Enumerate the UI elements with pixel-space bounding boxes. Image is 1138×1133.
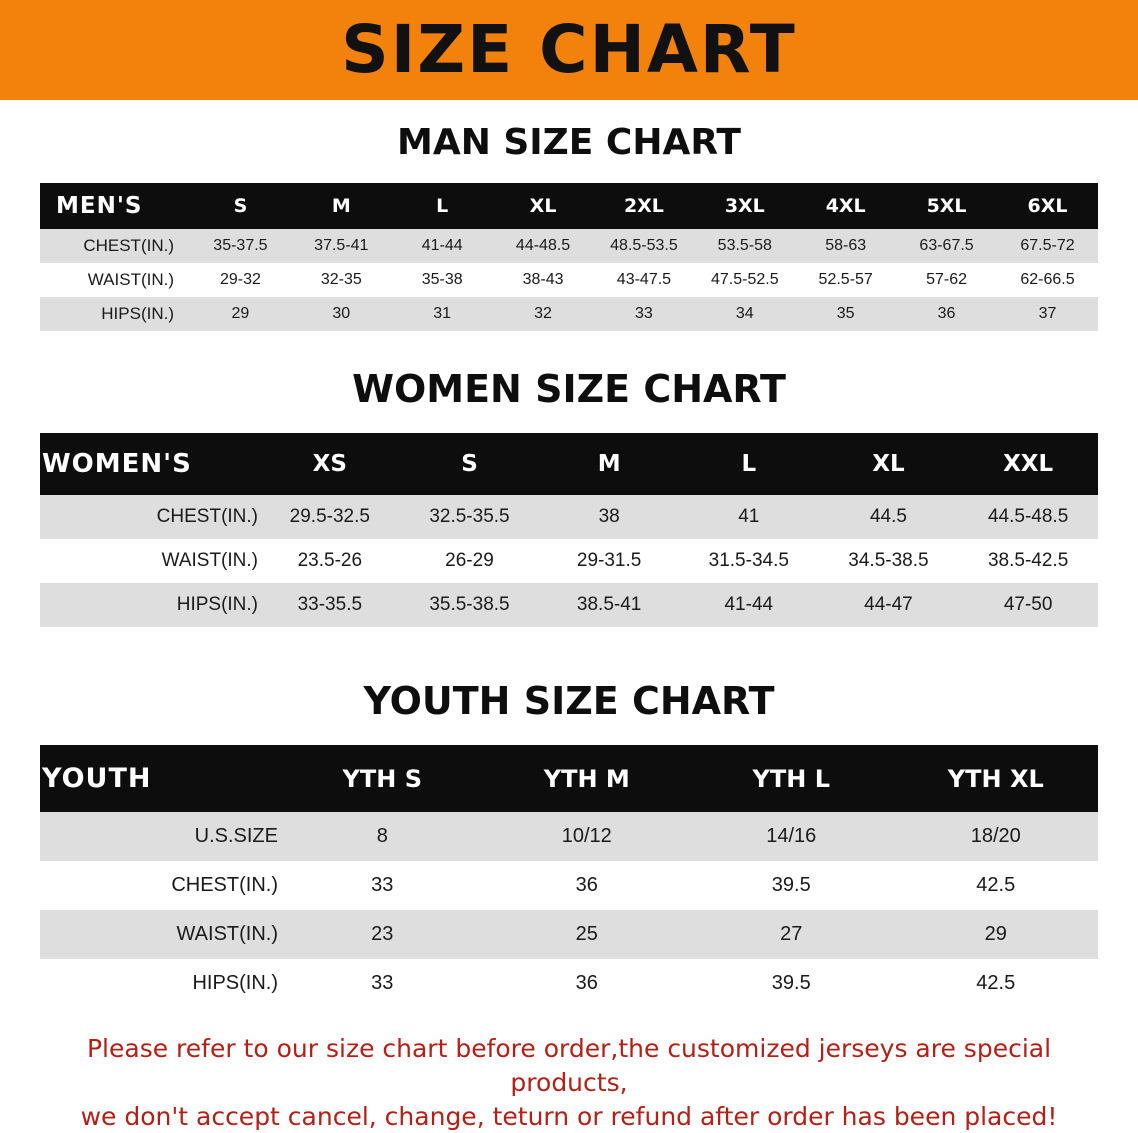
row-label: WAIST(IN.) xyxy=(40,263,190,297)
table-cell: 18/20 xyxy=(894,812,1099,861)
column-header: XS xyxy=(260,433,400,495)
table-cell: 32-35 xyxy=(291,263,392,297)
table-cell: 23 xyxy=(280,910,485,959)
table-cell: 29.5-32.5 xyxy=(260,495,400,539)
table-cell: 29-32 xyxy=(190,263,291,297)
column-header: XL xyxy=(819,433,959,495)
table-cell: 42.5 xyxy=(894,861,1099,910)
table-cell: 33 xyxy=(280,861,485,910)
note-line-2: we don't accept cancel, change, teturn or refund after order has been placed! xyxy=(38,1100,1100,1133)
table-cell: 27 xyxy=(689,910,894,959)
youth-section-heading: YOUTH SIZE CHART xyxy=(0,679,1138,723)
table-header-row xyxy=(40,433,1098,495)
man-section-heading: MAN SIZE CHART xyxy=(0,122,1138,163)
table-cell: 23.5-26 xyxy=(260,539,400,583)
column-header: XXL xyxy=(958,433,1098,495)
column-header: XL xyxy=(493,183,594,229)
table-cell: 31.5-34.5 xyxy=(679,539,819,583)
row-label: HIPS(IN.) xyxy=(40,959,280,1008)
table-row xyxy=(40,297,1098,331)
table-cell: 34.5-38.5 xyxy=(819,539,959,583)
table-row xyxy=(40,812,1098,861)
column-header: YOUTH xyxy=(40,745,280,812)
column-header: 4XL xyxy=(795,183,896,229)
women-section-heading: WOMEN SIZE CHART xyxy=(0,367,1138,411)
table-cell: 35-37.5 xyxy=(190,229,291,263)
table-cell: 37.5-41 xyxy=(291,229,392,263)
table-cell: 38-43 xyxy=(493,263,594,297)
table-row xyxy=(40,861,1098,910)
column-header: MEN'S xyxy=(40,183,190,229)
table-cell: 33 xyxy=(280,959,485,1008)
row-label: HIPS(IN.) xyxy=(40,583,260,627)
order-policy-note xyxy=(38,1032,1100,1133)
column-header: L xyxy=(392,183,493,229)
table-cell: 36 xyxy=(896,297,997,331)
table-cell: 36 xyxy=(485,959,690,1008)
table-cell: 42.5 xyxy=(894,959,1099,1008)
column-header: S xyxy=(400,433,540,495)
table-cell: 38 xyxy=(539,495,679,539)
table-cell: 39.5 xyxy=(689,959,894,1008)
table-cell: 8 xyxy=(280,812,485,861)
table-row xyxy=(40,959,1098,1008)
size-chart-banner xyxy=(0,0,1138,100)
table-cell: 47-50 xyxy=(958,583,1098,627)
table-row xyxy=(40,539,1098,583)
row-label: U.S.SIZE xyxy=(40,812,280,861)
column-header: WOMEN'S xyxy=(40,433,260,495)
column-header: S xyxy=(190,183,291,229)
row-label: CHEST(IN.) xyxy=(40,861,280,910)
man-table-wrapper xyxy=(40,183,1098,331)
youth-size-table xyxy=(40,745,1098,1008)
column-header: 3XL xyxy=(694,183,795,229)
table-cell: 25 xyxy=(485,910,690,959)
column-header: L xyxy=(679,433,819,495)
column-header: 5XL xyxy=(896,183,997,229)
table-cell: 41 xyxy=(679,495,819,539)
column-header: YTH M xyxy=(485,745,690,812)
table-cell: 31 xyxy=(392,297,493,331)
youth-table-wrapper xyxy=(40,745,1098,1008)
table-cell: 29 xyxy=(190,297,291,331)
table-cell: 33-35.5 xyxy=(260,583,400,627)
table-cell: 44-47 xyxy=(819,583,959,627)
note-line-1: Please refer to our size chart before order,the customized jerseys are special products, xyxy=(38,1032,1100,1100)
table-cell: 29 xyxy=(894,910,1099,959)
column-header: M xyxy=(291,183,392,229)
table-cell: 38.5-42.5 xyxy=(958,539,1098,583)
table-cell: 35 xyxy=(795,297,896,331)
column-header: YTH XL xyxy=(894,745,1099,812)
table-cell: 29-31.5 xyxy=(539,539,679,583)
table-cell: 33 xyxy=(594,297,695,331)
table-cell: 35-38 xyxy=(392,263,493,297)
table-cell: 47.5-52.5 xyxy=(694,263,795,297)
table-header-row xyxy=(40,745,1098,812)
column-header: YTH S xyxy=(280,745,485,812)
table-cell: 57-62 xyxy=(896,263,997,297)
table-cell: 48.5-53.5 xyxy=(594,229,695,263)
table-cell: 44-48.5 xyxy=(493,229,594,263)
column-header: YTH L xyxy=(689,745,894,812)
table-cell: 53.5-58 xyxy=(694,229,795,263)
table-header-row xyxy=(40,183,1098,229)
table-row xyxy=(40,910,1098,959)
table-cell: 52.5-57 xyxy=(795,263,896,297)
table-row xyxy=(40,263,1098,297)
table-cell: 14/16 xyxy=(689,812,894,861)
table-cell: 37 xyxy=(997,297,1098,331)
table-cell: 26-29 xyxy=(400,539,540,583)
table-cell: 41-44 xyxy=(679,583,819,627)
table-cell: 30 xyxy=(291,297,392,331)
table-cell: 58-63 xyxy=(795,229,896,263)
women-size-table xyxy=(40,433,1098,627)
man-size-table xyxy=(40,183,1098,331)
table-row xyxy=(40,229,1098,263)
table-cell: 62-66.5 xyxy=(997,263,1098,297)
table-cell: 43-47.5 xyxy=(594,263,695,297)
row-label: CHEST(IN.) xyxy=(40,229,190,263)
table-cell: 35.5-38.5 xyxy=(400,583,540,627)
column-header: 2XL xyxy=(594,183,695,229)
table-row xyxy=(40,583,1098,627)
table-cell: 36 xyxy=(485,861,690,910)
table-row xyxy=(40,495,1098,539)
page-title: SIZE CHART xyxy=(341,17,797,83)
table-cell: 39.5 xyxy=(689,861,894,910)
table-cell: 41-44 xyxy=(392,229,493,263)
table-cell: 63-67.5 xyxy=(896,229,997,263)
row-label: CHEST(IN.) xyxy=(40,495,260,539)
table-cell: 34 xyxy=(694,297,795,331)
row-label: WAIST(IN.) xyxy=(40,910,280,959)
row-label: WAIST(IN.) xyxy=(40,539,260,583)
column-header: M xyxy=(539,433,679,495)
table-cell: 67.5-72 xyxy=(997,229,1098,263)
column-header: 6XL xyxy=(997,183,1098,229)
women-table-wrapper xyxy=(40,433,1098,627)
row-label: HIPS(IN.) xyxy=(40,297,190,331)
table-cell: 44.5 xyxy=(819,495,959,539)
table-cell: 32.5-35.5 xyxy=(400,495,540,539)
table-cell: 10/12 xyxy=(485,812,690,861)
table-cell: 32 xyxy=(493,297,594,331)
table-cell: 38.5-41 xyxy=(539,583,679,627)
table-cell: 44.5-48.5 xyxy=(958,495,1098,539)
